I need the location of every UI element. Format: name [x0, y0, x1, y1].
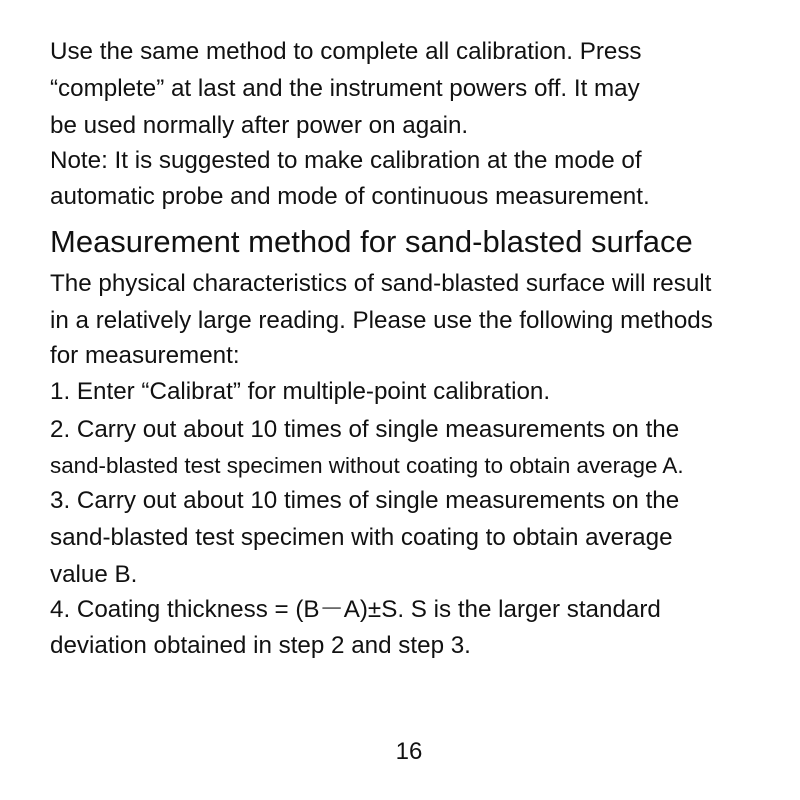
note-line-1: Note: It is suggested to make calibration at the mode of [50, 147, 642, 174]
note-line-2: automatic probe and mode of continuous measurement. [50, 183, 650, 210]
paragraph-1-line-3: be used normally after power on again. [50, 112, 469, 139]
step-3-line-3: value B. [50, 561, 138, 588]
section-intro-line-2: in a relatively large reading. Please use the following methods [50, 307, 713, 334]
step-3-line-1: 3. Carry out about 10 times of single measurements on the [50, 487, 680, 514]
step-1-line-1: 1. Enter “Calibrat” for multiple-point calibration. [50, 378, 551, 405]
page-number: 16 [395, 738, 423, 765]
step-4-line-1: 4. Coating thickness = (B－A)±S. S is the larger standard [50, 596, 661, 623]
step-3-line-2: sand-blasted test specimen with coating to obtain average [50, 524, 673, 551]
section-intro-line-1: The physical characteristics of sand-blasted surface will result [50, 270, 712, 297]
paragraph-1-line-1: Use the same method to complete all calibration. Press [50, 38, 642, 65]
step-4-line-2: deviation obtained in step 2 and step 3. [50, 632, 471, 659]
step-2-line-2: sand-blasted test specimen without coating to obtain average A. [50, 453, 684, 478]
paragraph-1-line-2: “complete” at last and the instrument powers off. It may [50, 75, 640, 102]
step-2-line-1: 2. Carry out about 10 times of single measurements on the [50, 416, 680, 443]
section-heading: Measurement method for sand-blasted surface [50, 224, 693, 259]
section-intro-line-3: for measurement: [50, 342, 240, 369]
